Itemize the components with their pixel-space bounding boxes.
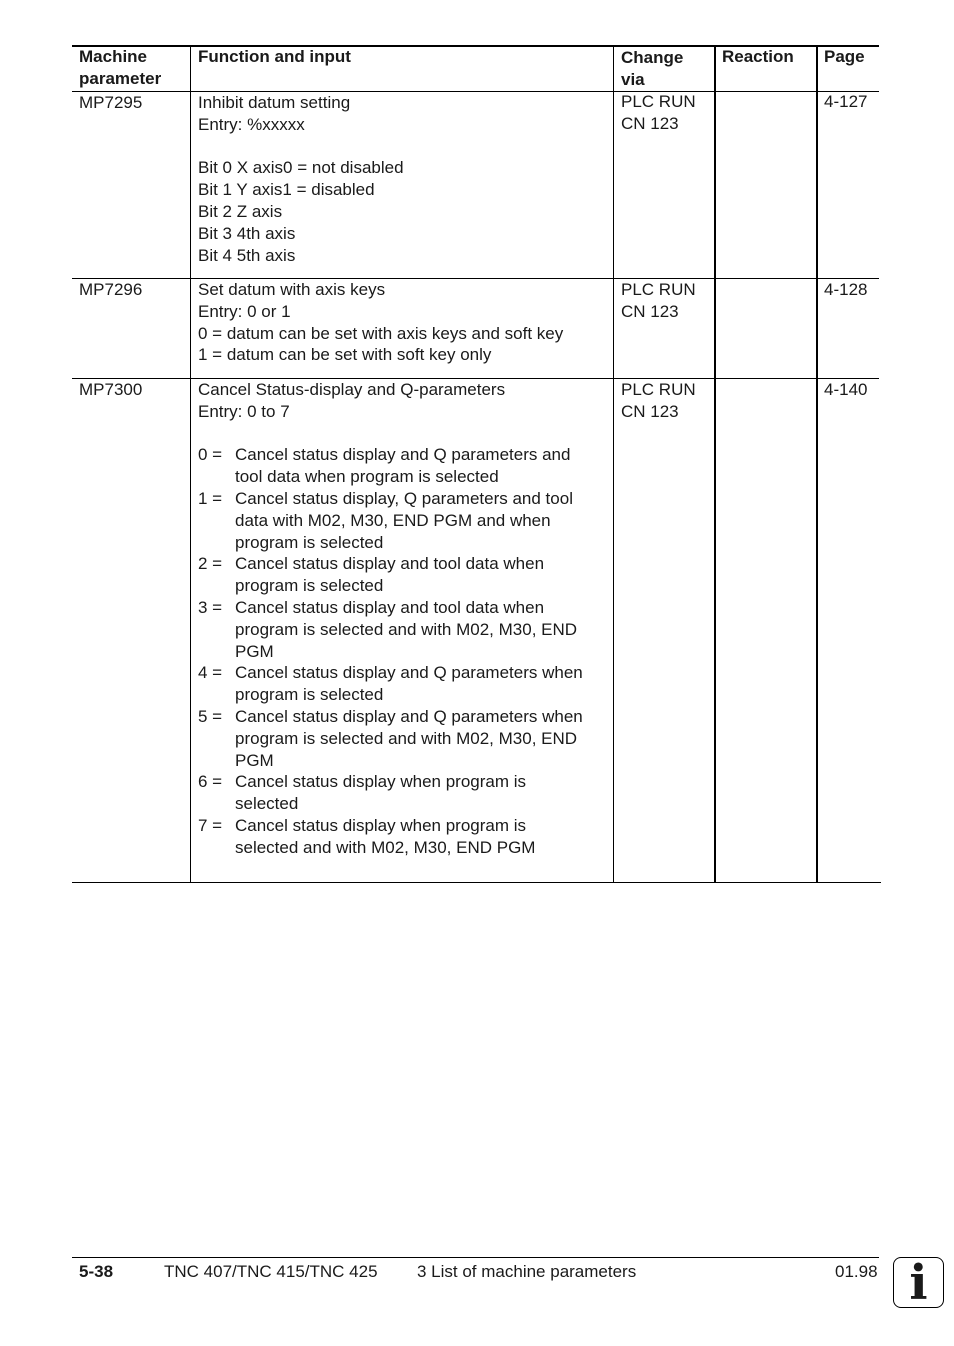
option-text-line: Cancel status display when program is	[235, 772, 527, 792]
mp7300-option	[198, 815, 583, 859]
option-text-line: Cancel status display when program is	[235, 815, 527, 835]
change-mp7295: PLC RUN CN 123	[621, 92, 696, 133]
footer-rule	[72, 1257, 879, 1258]
option-number: 3 =	[198, 597, 223, 617]
option-text-line: program is selected	[235, 532, 384, 552]
option-text-line: selected	[235, 794, 299, 814]
option-text-line: Cancel status display, Q parameters and tool	[235, 488, 573, 508]
mp7300-option	[198, 444, 583, 488]
column-divider-4	[816, 46, 818, 883]
option-text-line: PGM	[235, 750, 274, 770]
option-number: 1 =	[198, 488, 223, 508]
column-divider-3	[714, 46, 716, 883]
function-mp7300: Cancel Status-display and Q-parameters Entry: 0 to 7 0 = Cancel status display and Q parameters and tool data when program is selected 1 = Cancel status display, Q parameters and tool data with M02, M30, END PGM and when program is selected 2 = Cancel status display and tool data when program is selected 3 = Cancel status display and tool data when program is selected and with M02, M30, END PGM 4 = Cancel status display and Q parameters when program is selected 5 = Cancel status display and Q parameters when program is selected and with M02, M30, END PGM 6 = Cancel status display when program is selected 7 = Cancel status display when program is selected and with M02, M30, END PGM	[198, 380, 583, 857]
header-page: Page	[824, 47, 865, 66]
mp7300-option	[198, 771, 583, 815]
option-text-line: Cancel status display and tool data when	[235, 554, 545, 574]
option-text-line: program is selected and with M02, M30, END	[235, 619, 578, 639]
footer-page-number: 5-38	[79, 1262, 114, 1281]
mp7300-option	[198, 553, 583, 597]
mp7300-option	[198, 662, 583, 706]
header-change-via: Change via	[621, 48, 684, 89]
header-reaction: Reaction	[722, 47, 794, 66]
page-mp7296: 4-128	[824, 280, 868, 299]
page-mp7295: 4-127	[824, 92, 868, 111]
footer-product: TNC 407/TNC 415/TNC 425	[164, 1262, 378, 1281]
option-text-line: program is selected and with M02, M30, END	[235, 728, 578, 748]
footer-date: 01.98	[835, 1262, 878, 1281]
page-mp7300: 4-140	[824, 380, 868, 399]
mp7300-option	[198, 706, 583, 771]
column-divider-2	[613, 46, 614, 883]
option-text-line: Cancel status display and tool data when	[235, 597, 545, 617]
change-mp7296: PLC RUN CN 123	[621, 280, 696, 321]
column-divider-1	[190, 46, 191, 883]
mp7300-option-list	[198, 444, 583, 858]
option-number: 2 =	[198, 554, 223, 574]
change-mp7300: PLC RUN CN 123	[621, 380, 696, 421]
option-number: 7 =	[198, 815, 223, 835]
mp7300-option	[198, 488, 583, 553]
option-number: 4 =	[198, 663, 223, 683]
param-mp7296: MP7296	[79, 280, 143, 299]
function-mp7295: Inhibit datum setting Entry: %xxxxx Bit 0 X axis0 = not disabled Bit 1 Y axis1 = disabled Bit 2 Z axis Bit 3 4th axis Bit 4 5th axis	[198, 93, 404, 265]
option-text-line: PGM	[235, 641, 274, 661]
option-text-line: Cancel status display and Q parameters when	[235, 706, 583, 726]
option-text-line: program is selected	[235, 576, 384, 596]
table-bottom-rule	[72, 882, 881, 883]
info-icon	[893, 1254, 944, 1311]
option-number: 5 =	[198, 706, 223, 726]
header-bottom-rule	[72, 91, 879, 92]
param-mp7300: MP7300	[79, 380, 143, 399]
header-function-and-input: Function and input	[198, 47, 351, 66]
header-machine-parameter: Machine parameter	[79, 47, 162, 88]
param-mp7295: MP7295	[79, 93, 143, 112]
option-text-line: data with M02, M30, END PGM and when	[235, 510, 551, 530]
option-text-line: tool data when program is selected	[235, 467, 499, 487]
option-number: 0 =	[198, 445, 223, 465]
option-text-line: Cancel status display and Q parameters when	[235, 663, 583, 683]
option-text-line: selected and with M02, M30, END PGM	[235, 837, 536, 857]
info-icon-glyph: i	[909, 1254, 928, 1311]
mp7300-option	[198, 597, 583, 662]
option-number: 6 =	[198, 772, 223, 792]
option-text-line: Cancel status display and Q parameters and	[235, 445, 571, 465]
footer-chapter: 3 List of machine parameters	[417, 1262, 637, 1281]
option-text-line: program is selected	[235, 685, 384, 705]
function-mp7296: Set datum with axis keys Entry: 0 or 1 0 = datum can be set with axis keys and soft key 1 = datum can be set with soft key only	[198, 280, 564, 365]
